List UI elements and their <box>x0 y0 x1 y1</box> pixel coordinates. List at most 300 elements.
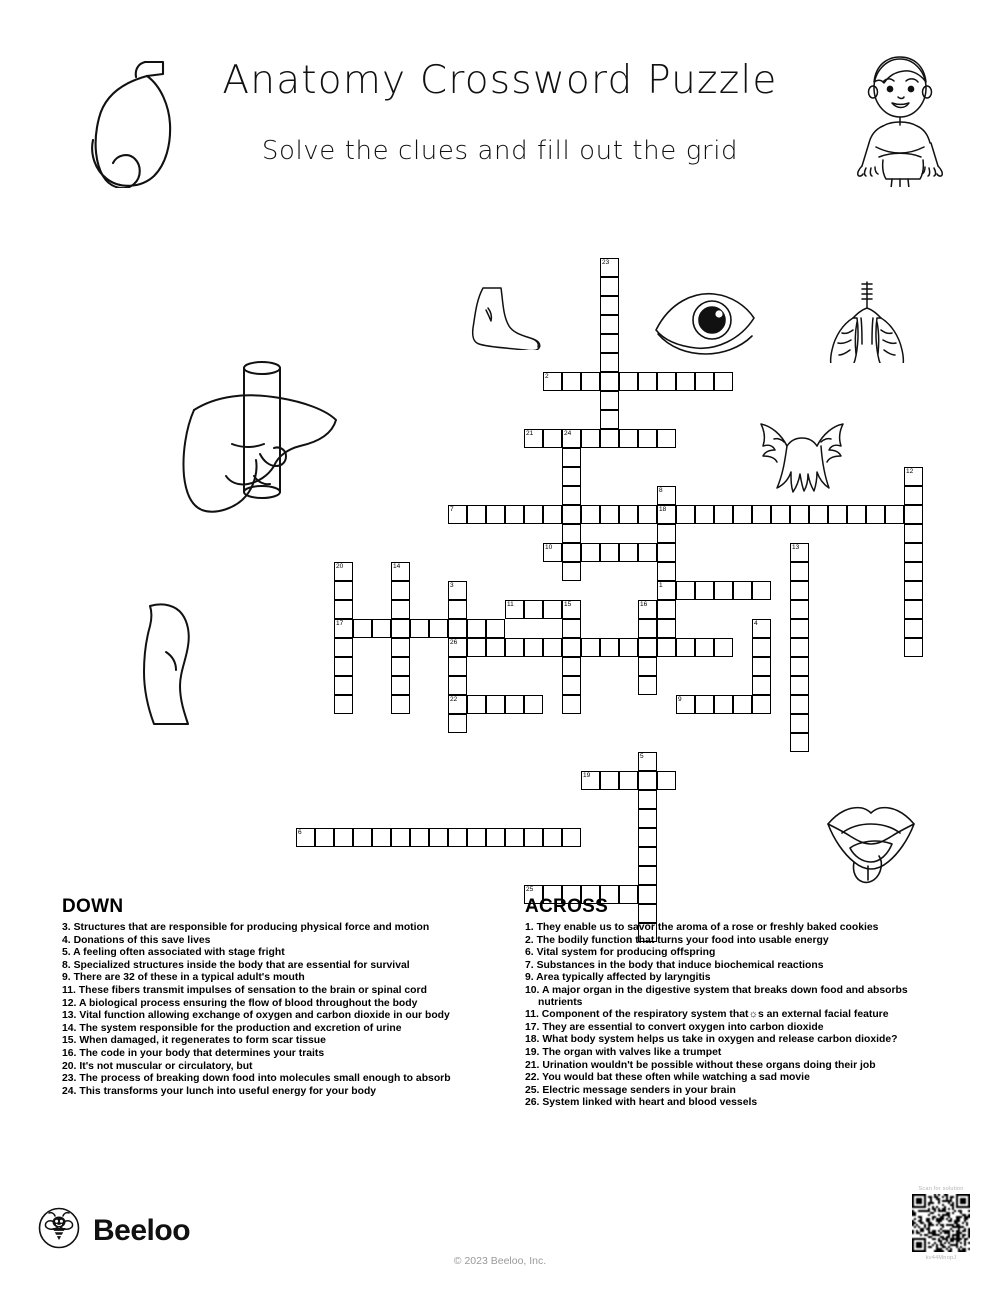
crossword-cell-number: 17 <box>336 620 344 627</box>
crossword-cell[interactable] <box>562 543 581 562</box>
crossword-cell-numbered[interactable] <box>562 429 581 448</box>
clue-item <box>62 998 462 1010</box>
crossword-cell-number: 8 <box>659 487 663 494</box>
crossword-cell[interactable] <box>581 638 600 657</box>
bee-logo-icon <box>38 1207 80 1254</box>
crossword-cell-numbered[interactable] <box>581 771 600 790</box>
crossword-cell[interactable] <box>562 657 581 676</box>
crossword-cell[interactable] <box>638 429 657 448</box>
crossword-cell[interactable] <box>638 372 657 391</box>
crossword-cell[interactable] <box>828 505 847 524</box>
clue-item <box>62 1023 462 1035</box>
crossword-cell[interactable] <box>600 372 619 391</box>
crossword-cell[interactable] <box>600 543 619 562</box>
crossword-cell-number: 5 <box>640 753 644 760</box>
crossword-cell-number: 19 <box>583 772 591 779</box>
crossword-cell[interactable] <box>543 638 562 657</box>
clue-item <box>525 985 925 1008</box>
crossword-cell[interactable] <box>657 619 676 638</box>
crossword-cell[interactable] <box>676 505 695 524</box>
crossword-cell-numbered[interactable] <box>448 581 467 600</box>
crossword-cell[interactable] <box>581 372 600 391</box>
crossword-cell[interactable] <box>562 467 581 486</box>
crossword-cell-number: 2 <box>545 373 549 380</box>
crossword-cell-numbered[interactable] <box>296 828 315 847</box>
crossword-cell-numbered[interactable] <box>562 600 581 619</box>
crossword-cell[interactable] <box>372 619 391 638</box>
clue-item <box>525 947 925 959</box>
clue-number: 20. <box>62 1060 80 1072</box>
clues-section <box>0 896 1000 1171</box>
clue-item <box>525 1097 925 1109</box>
crossword-cell[interactable] <box>638 847 657 866</box>
crossword-cell-number: 13 <box>792 544 800 551</box>
clue-item <box>525 922 925 934</box>
crossword-cell[interactable] <box>448 828 467 847</box>
clue-number: 19. <box>525 1046 543 1058</box>
crossword-cell[interactable] <box>638 543 657 562</box>
crossword-cell[interactable] <box>885 505 904 524</box>
crossword-cell[interactable] <box>790 505 809 524</box>
crossword-cell[interactable] <box>600 315 619 334</box>
crossword-cell[interactable] <box>714 372 733 391</box>
crossword-cell[interactable] <box>391 581 410 600</box>
down-clue-list <box>62 922 462 1097</box>
crossword-cell[interactable] <box>790 562 809 581</box>
crossword-cell-number: 9 <box>678 696 682 703</box>
crossword-cell[interactable] <box>391 638 410 657</box>
clue-text: What body system helps us take in oxygen and release carbon dioxide? <box>542 1034 898 1046</box>
clue-text: Vital function allowing exchange of oxygen and carbon dioxide in our body <box>79 1010 450 1022</box>
crossword-cell[interactable] <box>657 638 676 657</box>
crossword-cell[interactable] <box>429 828 448 847</box>
crossword-cell[interactable] <box>581 429 600 448</box>
crossword-cell-numbered[interactable] <box>334 619 353 638</box>
crossword-cell[interactable] <box>752 505 771 524</box>
crossword-cell[interactable] <box>600 296 619 315</box>
crossword-cell[interactable] <box>657 771 676 790</box>
crossword-cell-number: 21 <box>526 430 534 437</box>
crossword-cell[interactable] <box>562 486 581 505</box>
crossword-cell[interactable] <box>752 676 771 695</box>
clue-number: 13. <box>62 1010 80 1022</box>
crossword-cell-number: 26 <box>450 639 458 646</box>
crossword-cell[interactable] <box>904 581 923 600</box>
clue-item <box>62 935 462 947</box>
down-heading: DOWN <box>62 896 124 917</box>
crossword-cell-number: 14 <box>393 563 401 570</box>
clue-item <box>62 1073 462 1085</box>
crossword-cell[interactable] <box>391 676 410 695</box>
crossword-cell[interactable] <box>467 828 486 847</box>
crossword-cell[interactable] <box>790 733 809 752</box>
crossword-cell[interactable] <box>714 638 733 657</box>
crossword-cell-numbered[interactable] <box>676 695 695 714</box>
crossword-cell-number: 11 <box>507 601 514 608</box>
crossword-cell[interactable] <box>562 828 581 847</box>
crossword-cell[interactable] <box>581 505 600 524</box>
crossword-cell[interactable] <box>790 581 809 600</box>
crossword-cell-number: 3 <box>450 582 454 589</box>
crossword-cell[interactable] <box>619 771 638 790</box>
crossword-cell[interactable] <box>733 505 752 524</box>
crossword-cell-numbered[interactable] <box>904 467 923 486</box>
clue-number: 2. <box>525 934 537 946</box>
child-body-illustration <box>845 52 955 187</box>
clue-number: 10. <box>525 984 542 996</box>
crossword-cell[interactable] <box>334 828 353 847</box>
clue-number: 7. <box>525 959 537 971</box>
copyright-text: © 2023 Beeloo, Inc. <box>453 1255 547 1267</box>
clue-item <box>62 1048 462 1060</box>
crossword-cell[interactable] <box>448 600 467 619</box>
crossword-cell[interactable] <box>619 429 638 448</box>
crossword-cell[interactable] <box>790 600 809 619</box>
crossword-cell[interactable] <box>904 619 923 638</box>
clue-number: 11. <box>525 1009 542 1021</box>
across-clues-column <box>525 896 925 1110</box>
crossword-cell[interactable] <box>467 505 486 524</box>
crossword-cell[interactable] <box>638 676 657 695</box>
crossword-cell-number: 23 <box>602 259 610 266</box>
brand-name: Beeloo <box>93 1213 191 1247</box>
crossword-cell[interactable] <box>486 828 505 847</box>
clue-number: 1. <box>525 922 537 933</box>
crossword-cell[interactable] <box>904 543 923 562</box>
crossword-cell-number: 20 <box>336 563 344 570</box>
crossword-cell[interactable] <box>695 638 714 657</box>
clue-text: These fibers transmit impulses of sensation to the brain or spinal cord <box>78 984 427 996</box>
crossword-cell[interactable] <box>562 676 581 695</box>
page-title: Anatomy Crossword Puzzle <box>222 58 778 103</box>
clue-item <box>525 1072 925 1084</box>
crossword-cell[interactable] <box>638 619 657 638</box>
clue-text: They are essential to convert oxygen into carbon dioxide <box>542 1021 824 1033</box>
crossword-cell[interactable] <box>695 695 714 714</box>
crossword-cell[interactable] <box>657 429 676 448</box>
clue-text: They enable us to savor the aroma of a rose or freshly baked cookies <box>536 922 879 933</box>
clue-number: 6. <box>525 947 537 959</box>
crossword-cell[interactable] <box>410 828 429 847</box>
clue-item <box>62 1035 462 1047</box>
clue-item <box>525 1022 925 1034</box>
clue-text: A feeling often associated with stage fright <box>73 947 285 959</box>
crossword-cell[interactable] <box>619 505 638 524</box>
qr-caption: Scan for solution <box>918 1186 964 1192</box>
crossword-cell[interactable] <box>581 543 600 562</box>
clue-text: This transforms your lunch into useful energy for your body <box>79 1085 377 1097</box>
crossword-cell[interactable] <box>391 695 410 714</box>
crossword-cell[interactable] <box>600 353 619 372</box>
crossword-cell[interactable] <box>562 505 581 524</box>
crossword-cell[interactable] <box>448 657 467 676</box>
crossword-cell[interactable] <box>524 505 543 524</box>
clue-number: 26. <box>525 1097 543 1109</box>
crossword-cell[interactable] <box>695 372 714 391</box>
clue-text: Substances in the body that induce biochemical reactions <box>536 959 824 971</box>
crossword-cell[interactable] <box>353 619 372 638</box>
crossword-cell[interactable] <box>676 372 695 391</box>
crossword-cell-numbered[interactable] <box>638 600 657 619</box>
crossword-cell[interactable] <box>904 486 923 505</box>
crossword-cell[interactable] <box>524 828 543 847</box>
crossword-cell[interactable] <box>334 600 353 619</box>
clue-text: Component of the respiratory system that☼s an external facial feature <box>541 1009 889 1021</box>
clue-number: 24. <box>62 1085 80 1097</box>
crossword-cell[interactable] <box>657 543 676 562</box>
crossword-cell-numbered[interactable] <box>543 372 562 391</box>
crossword-cell-numbered[interactable] <box>505 600 524 619</box>
clue-item <box>62 947 462 959</box>
crossword-cell[interactable] <box>486 638 505 657</box>
crossword-cell-number: 24 <box>564 430 572 437</box>
clue-number: 9. <box>62 972 74 984</box>
crossword-cell[interactable] <box>353 828 372 847</box>
crossword-cell[interactable] <box>657 372 676 391</box>
crossword-cell-numbered[interactable] <box>752 619 771 638</box>
crossword-cell[interactable] <box>657 600 676 619</box>
crossword-cell[interactable] <box>467 695 486 714</box>
crossword-cell[interactable] <box>334 638 353 657</box>
crossword-cell[interactable] <box>619 638 638 657</box>
crossword-cell[interactable] <box>505 828 524 847</box>
down-clues-column <box>62 896 462 1098</box>
crossword-cell[interactable] <box>467 619 486 638</box>
clue-item <box>62 985 462 997</box>
crossword-cell[interactable] <box>676 638 695 657</box>
clue-text: The system responsible for the production and excretion of urine <box>79 1022 402 1034</box>
crossword-cell[interactable] <box>904 600 923 619</box>
crossword-cell[interactable] <box>752 581 771 600</box>
crossword-cell[interactable] <box>809 505 828 524</box>
clue-item <box>525 1034 925 1046</box>
crossword-cell[interactable] <box>391 619 410 638</box>
crossword-cell-numbered[interactable] <box>524 429 543 448</box>
clue-text: Vital system for producing offspring <box>536 947 716 959</box>
crossword-cell[interactable] <box>334 657 353 676</box>
crossword-cell[interactable] <box>657 562 676 581</box>
crossword-cell[interactable] <box>562 695 581 714</box>
crossword-cell[interactable] <box>904 562 923 581</box>
crossword-cell[interactable] <box>562 524 581 543</box>
crossword-cell[interactable] <box>486 619 505 638</box>
crossword-cell[interactable] <box>638 505 657 524</box>
clue-text: Electric message senders in your brain <box>542 1084 736 1096</box>
crossword-cell[interactable] <box>771 505 790 524</box>
crossword-cell[interactable] <box>714 695 733 714</box>
crossword-cell[interactable] <box>790 638 809 657</box>
clue-text: Donations of this save lives <box>73 934 211 946</box>
crossword-cell-number: 10 <box>545 544 553 551</box>
crossword-cell-numbered[interactable] <box>543 543 562 562</box>
crossword-cell[interactable] <box>448 714 467 733</box>
crossword-cell-number: 18 <box>659 506 667 513</box>
clue-text: Urination wouldn't be possible without these organs doing their job <box>542 1059 876 1071</box>
crossword-cell[interactable] <box>714 581 733 600</box>
crossword-cell[interactable] <box>638 828 657 847</box>
clue-number: 8. <box>62 959 74 971</box>
clue-text: The process of breaking down food into molecules small enough to absorb <box>79 1073 451 1085</box>
clue-item <box>525 1047 925 1059</box>
clue-item <box>525 1009 925 1021</box>
crossword-cell-numbered[interactable] <box>657 581 676 600</box>
crossword-cell[interactable] <box>600 638 619 657</box>
crossword-cell[interactable] <box>695 505 714 524</box>
crossword-cell[interactable] <box>638 790 657 809</box>
crossword-cell[interactable] <box>714 505 733 524</box>
crossword-cell[interactable] <box>790 619 809 638</box>
crossword-cell-numbered[interactable] <box>448 695 467 714</box>
crossword-cell[interactable] <box>904 638 923 657</box>
crossword-cell[interactable] <box>600 334 619 353</box>
clue-item <box>525 960 925 972</box>
crossword-cell[interactable] <box>904 524 923 543</box>
clue-item <box>525 935 925 947</box>
clue-text: It's not muscular or circulatory, but <box>79 1060 253 1072</box>
crossword-cell[interactable] <box>600 391 619 410</box>
qr-block <box>906 1186 976 1261</box>
crossword-cell[interactable] <box>524 638 543 657</box>
crossword-cell-numbered[interactable] <box>448 638 467 657</box>
crossword-cell[interactable] <box>733 695 752 714</box>
crossword-cell[interactable] <box>505 695 524 714</box>
crossword-cell-number: 16 <box>640 601 648 608</box>
crossword-cell-number: 6 <box>298 829 302 836</box>
crossword-cell[interactable] <box>638 866 657 885</box>
crossword-cell[interactable] <box>334 695 353 714</box>
crossword-cell-number: 4 <box>754 620 758 627</box>
crossword-cell[interactable] <box>562 448 581 467</box>
clue-number: 14. <box>62 1022 80 1034</box>
crossword-cell[interactable] <box>543 600 562 619</box>
crossword-cell[interactable] <box>733 581 752 600</box>
crossword-cell[interactable] <box>866 505 885 524</box>
crossword-cell[interactable] <box>543 828 562 847</box>
clue-number: 18. <box>525 1034 543 1046</box>
crossword-cell[interactable] <box>562 638 581 657</box>
clue-item <box>62 972 462 984</box>
clue-number: 17. <box>525 1021 543 1033</box>
crossword-cell[interactable] <box>562 619 581 638</box>
crossword-cell[interactable] <box>562 562 581 581</box>
clue-text: You would bat these often while watching a sad movie <box>542 1072 810 1084</box>
clue-item <box>62 1061 462 1073</box>
stomach-illustration <box>50 48 180 188</box>
crossword-cell[interactable] <box>676 581 695 600</box>
crossword-cell[interactable] <box>695 581 714 600</box>
across-clue-list <box>525 922 925 1109</box>
crossword-cell[interactable] <box>619 543 638 562</box>
crossword-cell-numbered[interactable] <box>391 562 410 581</box>
crossword-cell-numbered[interactable] <box>334 562 353 581</box>
clue-item <box>62 1010 462 1022</box>
crossword-cell[interactable] <box>638 638 657 657</box>
clue-item <box>62 1086 462 1098</box>
clue-text: The code in your body that determines your traits <box>79 1047 325 1059</box>
crossword-cell[interactable] <box>638 771 657 790</box>
clue-number: 21. <box>525 1059 543 1071</box>
crossword-cell[interactable] <box>790 657 809 676</box>
crossword-cell[interactable] <box>752 638 771 657</box>
clue-text: Area typically affected by laryngitis <box>536 972 711 984</box>
crossword-cell[interactable] <box>638 657 657 676</box>
crossword-grid[interactable] <box>0 248 1000 893</box>
clue-number: 5. <box>62 947 74 959</box>
clue-text: A major organ in the digestive system that breaks down food and absorbs nutrients <box>538 984 908 1008</box>
crossword-cell[interactable] <box>847 505 866 524</box>
crossword-cell[interactable] <box>752 657 771 676</box>
clue-number: 3. <box>62 922 74 933</box>
crossword-cell[interactable] <box>467 638 486 657</box>
crossword-cell[interactable] <box>486 695 505 714</box>
crossword-cell[interactable] <box>391 657 410 676</box>
crossword-cell[interactable] <box>505 638 524 657</box>
crossword-cell-numbered[interactable] <box>657 486 676 505</box>
crossword-cell[interactable] <box>600 771 619 790</box>
clue-number: 9. <box>525 972 537 984</box>
crossword-cell[interactable] <box>600 429 619 448</box>
qr-code-image[interactable] <box>912 1194 970 1252</box>
across-heading: ACROSS <box>525 896 609 917</box>
crossword-cell[interactable] <box>600 410 619 429</box>
crossword-cell-number: 22 <box>450 696 458 703</box>
crossword-cell[interactable] <box>448 676 467 695</box>
qr-id-text: kv44MnopJ <box>925 1255 957 1261</box>
crossword-cell[interactable] <box>904 505 923 524</box>
page-footer <box>0 1175 1000 1294</box>
crossword-cell[interactable] <box>391 600 410 619</box>
crossword-cell-numbered[interactable] <box>790 543 809 562</box>
crossword-cell[interactable] <box>562 372 581 391</box>
crossword-cell-numbered[interactable] <box>638 752 657 771</box>
crossword-cell[interactable] <box>391 828 410 847</box>
crossword-cell[interactable] <box>486 505 505 524</box>
crossword-cell[interactable] <box>334 581 353 600</box>
clue-number: 12. <box>62 997 79 1009</box>
crossword-cell[interactable] <box>524 695 543 714</box>
crossword-cell[interactable] <box>524 600 543 619</box>
crossword-cell[interactable] <box>448 619 467 638</box>
crossword-cell[interactable] <box>790 695 809 714</box>
page-header <box>0 0 1000 210</box>
crossword-cell[interactable] <box>543 429 562 448</box>
crossword-cell[interactable] <box>790 676 809 695</box>
crossword-cell[interactable] <box>790 714 809 733</box>
page-subtitle: Solve the clues and fill out the grid <box>261 136 739 166</box>
crossword-cell-number: 12 <box>906 468 914 475</box>
crossword-cell[interactable] <box>410 619 429 638</box>
crossword-cell[interactable] <box>619 372 638 391</box>
crossword-cell-numbered[interactable] <box>657 505 676 524</box>
crossword-cell[interactable] <box>600 505 619 524</box>
crossword-cell[interactable] <box>429 619 448 638</box>
clue-text: The bodily function that turns your food into usable energy <box>536 934 829 946</box>
crossword-cell[interactable] <box>752 695 771 714</box>
crossword-cell[interactable] <box>543 505 562 524</box>
crossword-cell-numbered[interactable] <box>448 505 467 524</box>
crossword-cell[interactable] <box>372 828 391 847</box>
crossword-cell[interactable] <box>638 809 657 828</box>
crossword-cell[interactable] <box>315 828 334 847</box>
clue-text: There are 32 of these in a typical adult's mouth <box>73 972 305 984</box>
crossword-cell[interactable] <box>600 277 619 296</box>
crossword-cell[interactable] <box>334 676 353 695</box>
crossword-cell-numbered[interactable] <box>600 258 619 277</box>
clue-number: 25. <box>525 1084 543 1096</box>
clue-text: The organ with valves like a trumpet <box>542 1046 722 1058</box>
crossword-cell[interactable] <box>657 524 676 543</box>
crossword-cell[interactable] <box>505 505 524 524</box>
